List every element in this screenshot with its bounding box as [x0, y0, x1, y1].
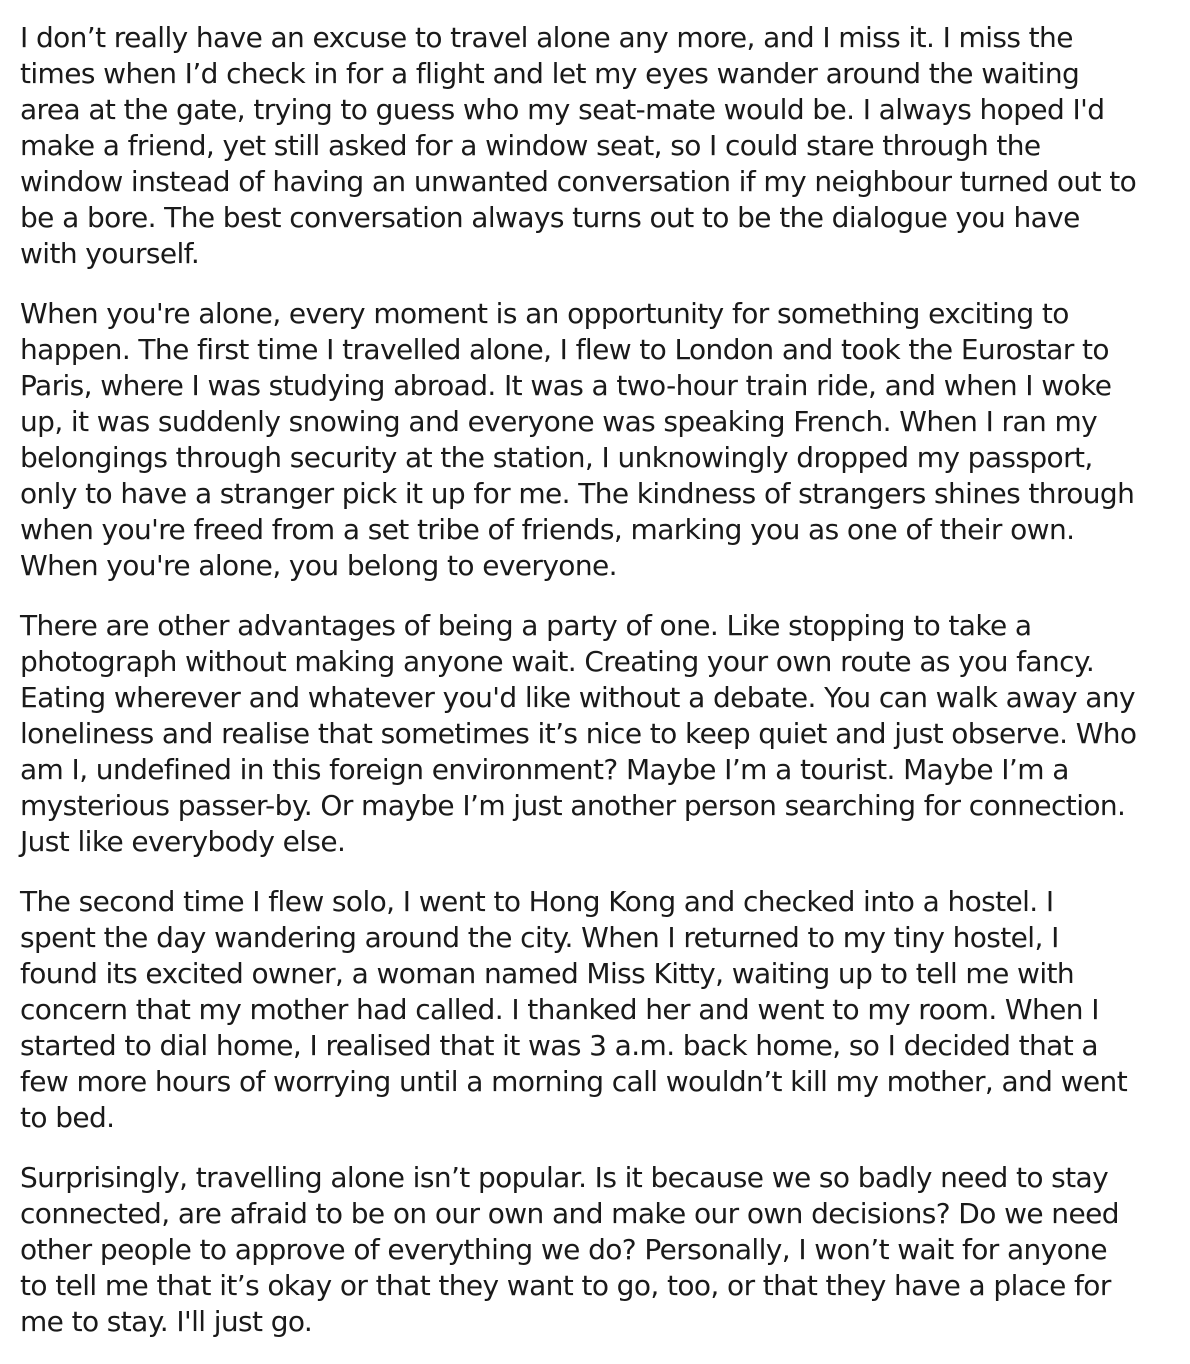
text-line: started to dial home, I realised that it was 3 a.m. back home, so I decided that a: [20, 1029, 1098, 1062]
text-line: to tell me that it’s okay or that they want to go, too, or that they have a place for: [20, 1269, 1111, 1302]
paragraph-3: [20, 608, 1170, 860]
text-line: only to have a stranger pick it up for me. The kindness of strangers shines through: [20, 477, 1135, 510]
text-line: Paris, where I was studying abroad. It was a two-hour train ride, and when I woke: [20, 369, 1112, 402]
text-line: other people to approve of everything we do? Personally, I won’t wait for anyone: [20, 1233, 1107, 1266]
text-line: am I, undefined in this foreign environment? Maybe I’m a tourist. Maybe I’m a: [20, 753, 1069, 786]
text-line: when you're freed from a set tribe of friends, marking you as one of their own.: [20, 513, 1075, 546]
paragraph-2: [20, 296, 1170, 584]
text-line: times when I’d check in for a flight and let my eyes wander around the waiting: [20, 57, 1080, 90]
text-line: to bed.: [20, 1101, 115, 1134]
text-line: window instead of having an unwanted conversation if my neighbour turned out to: [20, 165, 1137, 198]
text-line: with yourself.: [20, 237, 200, 270]
text-line: spent the day wandering around the city. When I returned to my tiny hostel, I: [20, 921, 1059, 954]
text-line: photograph without making anyone wait. Creating your own route as you fancy.: [20, 645, 1095, 678]
paragraph-1: [20, 20, 1170, 272]
text-line: mysterious passer-by. Or maybe I’m just another person searching for connection.: [20, 789, 1126, 822]
text-line: me to stay. I'll just go.: [20, 1305, 313, 1338]
text-line: be a bore. The best conversation always turns out to be the dialogue you have: [20, 201, 1080, 234]
text-line: loneliness and realise that sometimes it’s nice to keep quiet and just observe. Who: [20, 717, 1137, 750]
text-line: Just like everybody else.: [20, 825, 346, 858]
text-line: When you're alone, you belong to everyone.: [20, 549, 617, 582]
text-line: There are other advantages of being a party of one. Like stopping to take a: [20, 609, 1032, 642]
text-line: connected, are afraid to be on our own and make our own decisions? Do we need: [20, 1197, 1119, 1230]
text-line: The second time I flew solo, I went to Hong Kong and checked into a hostel. I: [20, 885, 1054, 918]
text-line: concern that my mother had called. I thanked her and went to my room. When I: [20, 993, 1099, 1026]
text-line: make a friend, yet still asked for a window seat, so I could stare through the: [20, 129, 1041, 162]
text-line: belongings through security at the station, I unknowingly dropped my passport,: [20, 441, 1093, 474]
text-line: area at the gate, trying to guess who my seat-mate would be. I always hoped I'd: [20, 93, 1105, 126]
text-line: few more hours of worrying until a morning call wouldn’t kill my mother, and went: [20, 1065, 1128, 1098]
text-line: Eating wherever and whatever you'd like without a debate. You can walk away any: [20, 681, 1135, 714]
text-line: up, it was suddenly snowing and everyone was speaking French. When I ran my: [20, 405, 1098, 438]
text-line: I don’t really have an excuse to travel alone any more, and I miss it. I miss the: [20, 21, 1073, 54]
article-body: [20, 20, 1170, 1364]
paragraph-4: [20, 884, 1170, 1136]
text-line: Surprisingly, travelling alone isn’t popular. Is it because we so badly need to stay: [20, 1161, 1109, 1194]
paragraph-5: [20, 1160, 1170, 1340]
text-line: happen. The first time I travelled alone, I flew to London and took the Eurostar to: [20, 333, 1109, 366]
text-line: found its excited owner, a woman named Miss Kitty, waiting up to tell me with: [20, 957, 1075, 990]
text-line: When you're alone, every moment is an opportunity for something exciting to: [20, 297, 1069, 330]
